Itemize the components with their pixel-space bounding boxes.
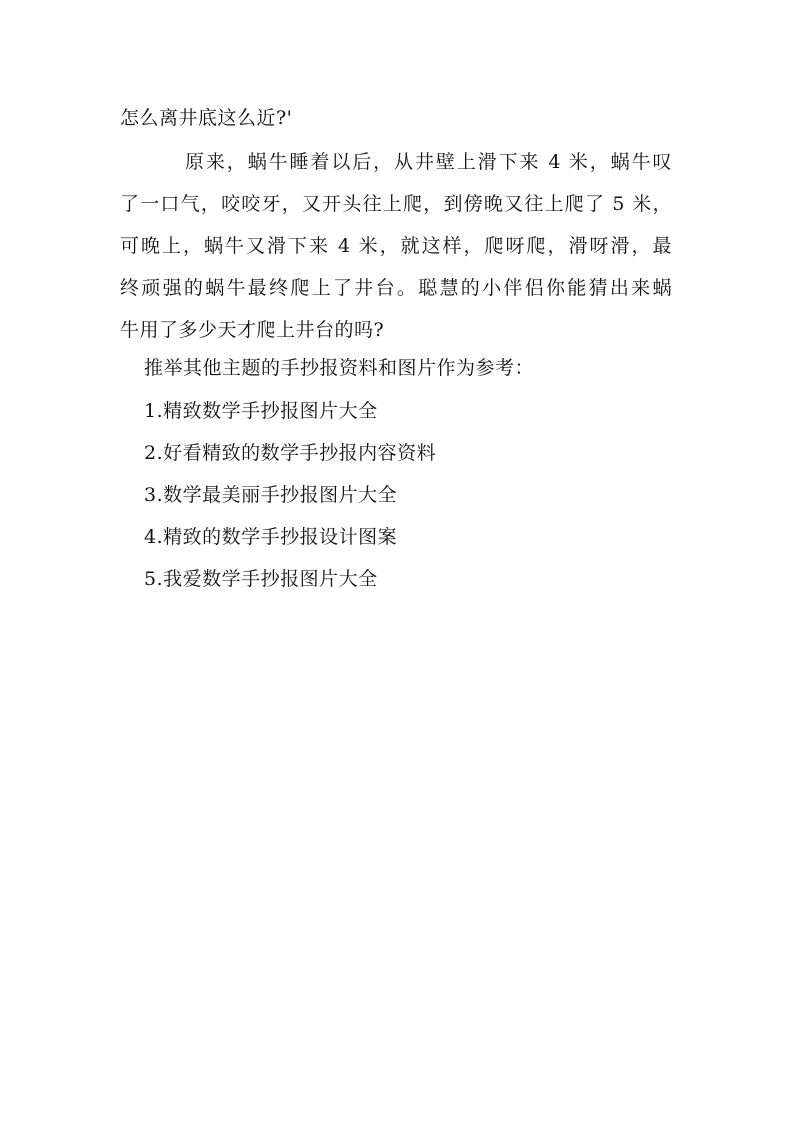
recommend-link-3[interactable]: 3.数学最美丽手抄报图片大全 (144, 484, 398, 506)
recommend-heading: 推举其他主题的手抄报资料和图片作为参考： (144, 357, 535, 379)
recommend-link-5[interactable]: 5.我爱数学手抄报图片大全 (144, 568, 378, 590)
paragraph-end-line: 怎么离井底这么近?' (120, 107, 293, 129)
story-line-1: 原来，蜗牛睡着以后，从井壁上滑下来 4 米，蜗牛叹 (185, 151, 672, 173)
story-line-4: 终顽强的蜗牛最终爬上了井台。聪慧的小伴侣你能猜出来蜗 (120, 277, 672, 299)
story-line-3: 可晚上，蜗牛又滑下来 4 米，就这样，爬呀爬，滑呀滑，最 (120, 235, 672, 257)
recommend-link-4[interactable]: 4.精致的数学手抄报设计图案 (144, 526, 398, 548)
recommend-link-1[interactable]: 1.精致数学手抄报图片大全 (144, 400, 378, 422)
story-line-5: 牛用了多少天才爬上井台的吗? (120, 319, 385, 341)
recommend-link-2[interactable]: 2.好看精致的数学手抄报内容资料 (144, 442, 437, 464)
story-line-2: 了一口气，咬咬牙，又开头往上爬，到傍晚又往上爬了 5 米， (120, 193, 672, 215)
